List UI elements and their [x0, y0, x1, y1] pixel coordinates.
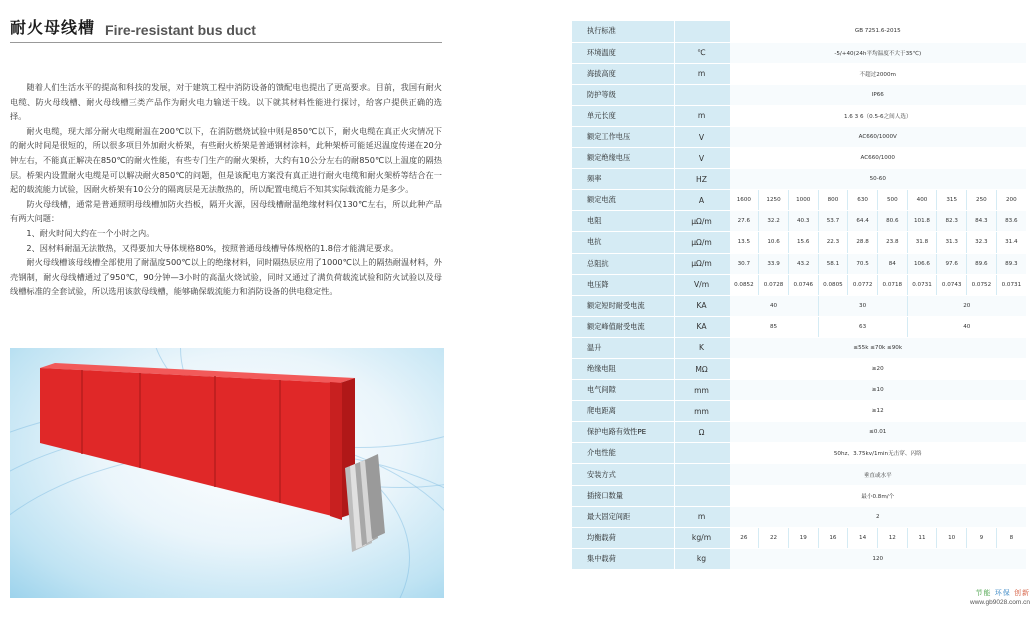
spec-value: AC660/1000V: [729, 126, 1026, 147]
spec-name: 额定电流: [572, 190, 674, 211]
table-row: [572, 253, 1026, 274]
spec-unit: [674, 84, 729, 105]
spec-value: 83.6: [996, 211, 1026, 232]
spec-name: 电气间隙: [572, 380, 674, 401]
spec-unit: V: [674, 148, 729, 169]
spec-name: 单元长度: [572, 105, 674, 126]
paragraph: 随着人们生活水平的提高和科技的发展，对于建筑工程中消防设备的馈配电也提出了更高要求。目前，我国有耐火电缆、防火母线槽、耐火母线槽三类产品作为耐火电力输送干线。以下就其材料性能进行探讨，给客户提供正确的选择。: [10, 82, 442, 122]
section-header: [10, 12, 440, 38]
spec-value: 31.4: [996, 232, 1026, 253]
spec-value: 82.3: [937, 211, 967, 232]
spec-value: 10: [937, 527, 967, 548]
spec-value: 50-60: [729, 169, 1026, 190]
spec-value: ≤0.01: [729, 422, 1026, 443]
spec-value: 10.6: [759, 232, 789, 253]
table-row: [572, 337, 1026, 358]
spec-value: 500: [877, 190, 907, 211]
spec-unit: μΩ/m: [674, 232, 729, 253]
table-row: [572, 211, 1026, 232]
spec-value: 11: [907, 527, 937, 548]
spec-value: GB 7251.6-2015: [729, 21, 1026, 42]
spec-name: 均衡载荷: [572, 527, 674, 548]
paragraph: 耐火电缆，现大部分耐火电缆耐温在200℃以下，在消防燃烧试验中则是850℃以下，耐火电缆在真正火灾情况下的耐火时间是很短的，所以很多项目外加耐火桥架，有些耐火桥架是普通钢材涂料，此种架桥可能延迟温度传递在20分钟左右，不能真正解决在850℃的耐火性能，有些专门生产的耐火架桥，大约有10公分左右的耐850℃以上温度的隔热层。桥架内设置耐火电缆是可以解决耐火850℃的问题，但是该配电方案没有真正进行耐火电缆和耐火架桥等结合在一起的载流能力试验，因耐火桥架有10公分的隔离层是无法散热的，所以配置电缆后不知其实际载流能力是多少。: [10, 125, 442, 195]
spec-value: 不超过2000m: [729, 63, 1026, 84]
spec-value: 16: [818, 527, 848, 548]
spec-unit: mm: [674, 380, 729, 401]
spec-value: 85: [729, 316, 818, 337]
list-item: 1、耐火时间大约在一个小时之内。: [26, 227, 155, 238]
spec-value: ≥12: [729, 401, 1026, 422]
spec-value: 13.5: [729, 232, 759, 253]
spec-value: 400: [907, 190, 937, 211]
spec-value: 0.0752: [967, 274, 997, 295]
spec-value: 84.3: [967, 211, 997, 232]
spec-unit: kg: [674, 548, 729, 569]
spec-table: [572, 21, 1026, 570]
spec-unit: kg/m: [674, 527, 729, 548]
spec-unit: μΩ/m: [674, 253, 729, 274]
table-row: [572, 190, 1026, 211]
spec-unit: MΩ: [674, 359, 729, 380]
spec-value: 106.6: [907, 253, 937, 274]
table-row: [572, 84, 1026, 105]
spec-name: 集中载荷: [572, 548, 674, 569]
spec-value: 12: [877, 527, 907, 548]
spec-unit: mm: [674, 401, 729, 422]
spec-unit: m: [674, 63, 729, 84]
spec-value: 40: [729, 295, 818, 316]
table-row: [572, 548, 1026, 569]
spec-value: 32.3: [967, 232, 997, 253]
table-row: [572, 506, 1026, 527]
table-row: [572, 527, 1026, 548]
spec-unit: HZ: [674, 169, 729, 190]
spec-value: 15.6: [788, 232, 818, 253]
spec-name: 额定短时耐受电流: [572, 295, 674, 316]
spec-value: 0.0805: [818, 274, 848, 295]
spec-unit: KA: [674, 316, 729, 337]
spec-value: 20: [907, 295, 1026, 316]
spec-value: 97.6: [937, 253, 967, 274]
spec-value: 315: [937, 190, 967, 211]
spec-unit: [674, 443, 729, 464]
spec-unit: K: [674, 337, 729, 358]
table-row: [572, 380, 1026, 401]
spec-value: 0.0852: [729, 274, 759, 295]
table-row: [572, 169, 1026, 190]
spec-value: 1250: [759, 190, 789, 211]
bus-duct-illustration: [10, 348, 444, 598]
spec-value: 32.2: [759, 211, 789, 232]
spec-value: 30: [818, 295, 907, 316]
spec-value: 1600: [729, 190, 759, 211]
table-row: [572, 105, 1026, 126]
spec-value: 31.8: [907, 232, 937, 253]
spec-unit: μΩ/m: [674, 211, 729, 232]
spec-unit: [674, 21, 729, 42]
page-title-english: Fire-resistant bus duct: [105, 22, 256, 38]
spec-value: 31.3: [937, 232, 967, 253]
spec-name: 环境温度: [572, 42, 674, 63]
spec-value: ≤55k ≤70k ≤90k: [729, 337, 1026, 358]
table-row: [572, 148, 1026, 169]
spec-unit: A: [674, 190, 729, 211]
table-row: [572, 42, 1026, 63]
spec-unit: V/m: [674, 274, 729, 295]
table-row: [572, 485, 1026, 506]
spec-value: 0.0718: [877, 274, 907, 295]
spec-value: 22.3: [818, 232, 848, 253]
product-image: [10, 348, 444, 598]
spec-value: 58.1: [818, 253, 848, 274]
table-row: [572, 63, 1026, 84]
page-title: 耐火母线槽: [10, 18, 96, 37]
spec-value: 89.3: [996, 253, 1026, 274]
spec-value: ≥20: [729, 359, 1026, 380]
spec-value: 2: [729, 506, 1026, 527]
spec-value: 0.0728: [759, 274, 789, 295]
page-footer: [950, 588, 1030, 606]
table-row: [572, 443, 1026, 464]
spec-value: 200: [996, 190, 1026, 211]
spec-unit: V: [674, 126, 729, 147]
list-item: 2、因材料耐温无法散热，又得要加大导体规格80%，按照普通母线槽导体规格的1.8倍才能满足要求。: [26, 242, 399, 253]
spec-value: 19: [788, 527, 818, 548]
spec-unit: m: [674, 105, 729, 126]
spec-value: 89.6: [967, 253, 997, 274]
spec-value: 80.6: [877, 211, 907, 232]
spec-value: 0.0772: [848, 274, 878, 295]
spec-value: 垂直或水平: [729, 464, 1026, 485]
table-row: [572, 126, 1026, 147]
table-row: [572, 232, 1026, 253]
spec-value: 43.2: [788, 253, 818, 274]
spec-value: 9: [967, 527, 997, 548]
spec-value: 33.9: [759, 253, 789, 274]
spec-value: 14: [848, 527, 878, 548]
article-body: [10, 80, 442, 299]
spec-name: 电压降: [572, 274, 674, 295]
spec-name: 插接口数量: [572, 485, 674, 506]
table-row: [572, 464, 1026, 485]
spec-unit: KA: [674, 295, 729, 316]
spec-value: 250: [967, 190, 997, 211]
spec-name: 爬电距离: [572, 401, 674, 422]
spec-value: 22: [759, 527, 789, 548]
spec-name: 总阻抗: [572, 253, 674, 274]
spec-value: 50hz、3.75kv/1min无击穿、闪络: [729, 443, 1026, 464]
footer-url: www.gb9028.com.cn: [970, 599, 1030, 606]
spec-value: 120: [729, 548, 1026, 569]
footer-slogan: 节能 环保 创新: [975, 589, 1030, 597]
spec-value: 53.7: [818, 211, 848, 232]
spec-value: IP66: [729, 84, 1026, 105]
table-row: [572, 274, 1026, 295]
spec-value: 28.8: [848, 232, 878, 253]
spec-name: 额定工作电压: [572, 126, 674, 147]
spec-name: 温升: [572, 337, 674, 358]
spec-unit: Ω: [674, 422, 729, 443]
spec-value: 40: [907, 316, 1026, 337]
table-row: [572, 422, 1026, 443]
table-row: [572, 359, 1026, 380]
spec-name: 电阻: [572, 211, 674, 232]
spec-value: 101.8: [907, 211, 937, 232]
spec-value: 最小0.8m/个: [729, 485, 1026, 506]
spec-name: 执行标准: [572, 21, 674, 42]
spec-value: 0.0746: [788, 274, 818, 295]
spec-value: 27.6: [729, 211, 759, 232]
spec-value: AC660/1000: [729, 148, 1026, 169]
title-divider: [10, 42, 442, 43]
spec-name: 防护等级: [572, 84, 674, 105]
spec-value: 1.6 3 6（0.5-6之间人选）: [729, 105, 1026, 126]
spec-name: 频率: [572, 169, 674, 190]
spec-value: 0.0731: [907, 274, 937, 295]
spec-unit: ℃: [674, 42, 729, 63]
spec-value: 8: [996, 527, 1026, 548]
spec-value: 23.8: [877, 232, 907, 253]
spec-name: 海拔高度: [572, 63, 674, 84]
spec-value: 30.7: [729, 253, 759, 274]
spec-name: 电抗: [572, 232, 674, 253]
paragraph: 耐火母线槽该母线槽全部使用了耐温度500℃以上的绝缘材料，同时隔热层应用了1000℃以上的隔热耐温材料，外壳钢制，耐火母线槽通过了950℃，90分钟—3小时的高温火烧试验，同时又通过了满负荷载流试验和防火试验以及母线槽标准的全套试验，所以选用该款母线槽，能够确保载流能力和消防设备的供电稳定性。: [10, 257, 442, 297]
table-row: [572, 21, 1026, 42]
spec-value: 63: [818, 316, 907, 337]
table-row: [572, 316, 1026, 337]
table-row: [572, 401, 1026, 422]
spec-name: 绝缘电阻: [572, 359, 674, 380]
spec-value: 800: [818, 190, 848, 211]
spec-value: -5/+40(24h平均温度不大于35℃): [729, 42, 1026, 63]
spec-value: 0.0743: [937, 274, 967, 295]
spec-name: 最大固定间距: [572, 506, 674, 527]
spec-name: 额定峰值耐受电流: [572, 316, 674, 337]
spec-value: 84: [877, 253, 907, 274]
spec-value: 26: [729, 527, 759, 548]
spec-value: 630: [848, 190, 878, 211]
spec-value: 1000: [788, 190, 818, 211]
spec-unit: [674, 464, 729, 485]
paragraph: 防火母线槽，通常是普通照明母线槽加防火挡板，隔开火源，因母线槽耐温绝缘材料仅130℃左右，所以此种产品有两大问题：: [10, 198, 442, 224]
table-row: [572, 295, 1026, 316]
spec-name: 保护电路有效性PE: [572, 422, 674, 443]
spec-unit: m: [674, 506, 729, 527]
spec-name: 介电性能: [572, 443, 674, 464]
spec-value: 0.0731: [996, 274, 1026, 295]
spec-name: 额定绝缘电压: [572, 148, 674, 169]
spec-name: 安装方式: [572, 464, 674, 485]
spec-unit: [674, 485, 729, 506]
spec-value: ≥10: [729, 380, 1026, 401]
spec-value: 64.4: [848, 211, 878, 232]
spec-value: 70.5: [848, 253, 878, 274]
spec-value: 40.3: [788, 211, 818, 232]
